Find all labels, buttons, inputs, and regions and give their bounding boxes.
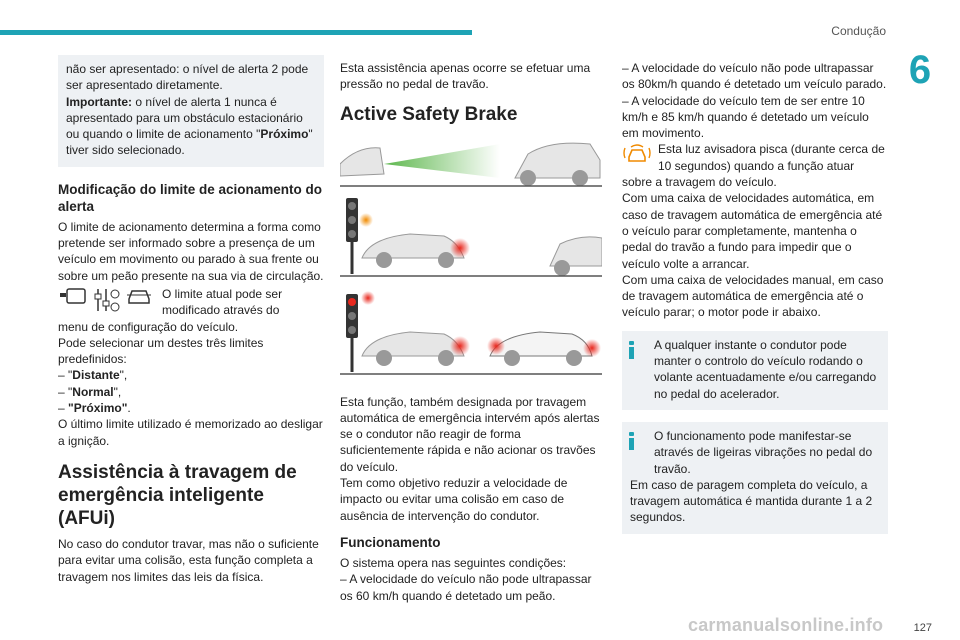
asb-description-1: Esta função, também designada por travagem automática de emergência intervém após alertas se o condutor não reagir de forma suficientemente rápida e não acionar os travões do veículo. <box>340 394 600 474</box>
header-accent-bar <box>0 30 472 35</box>
page-number: 127 <box>913 622 932 634</box>
asb-heading: Active Safety Brake <box>340 103 518 125</box>
chapter-number: 6 <box>908 48 932 92</box>
collision-warning-light-icon <box>622 141 652 169</box>
asb-illustration <box>340 134 602 394</box>
menu-text: menu de configuração do veículo. <box>58 319 239 334</box>
info-note <box>622 422 888 534</box>
note-text: O funcionamento pode manifestar-se através de ligeiras vibrações no pedal do travão. <box>654 428 873 476</box>
scene-1-green-radar <box>340 143 602 186</box>
threshold-paragraph: O limite de acionamento determina a forma como pretende ser informado sobre a presença de um veículo em movimento ou parado à sua frente ou sobre um peão presente na sua via de circulação. <box>58 219 324 283</box>
box-paragraph-1: não ser apresentado: o nível de alerta 2 pode ser apresentado diretamente. <box>66 62 309 93</box>
warning-light-text: Esta luz avisadora pisca (durante cerca de 10 segundos) quando a função atuar <box>658 142 885 173</box>
list-item: – "Próximo". <box>58 401 131 416</box>
watermark: carmanualsonline.info <box>688 615 884 635</box>
warning-light-row <box>622 141 888 174</box>
column-1 <box>58 55 324 585</box>
condition-item: – A velocidade do veículo não pode ultrapassar os 80km/h quando é detetado um veículo parado. <box>622 61 887 92</box>
scene-3-red-braking <box>340 291 602 374</box>
important-label: Importante: <box>66 94 132 109</box>
automatic-gearbox-paragraph: Com uma caixa de velocidades automática, em caso de travagem automática de emergência até o veículo parar completamente, mantenha o pedal do travão a fundo para impedir que o veículo volte a arrancar. <box>622 191 883 271</box>
intro-paragraph: Esta assistência apenas ocorre se efetuar uma pressão no pedal de travão. <box>340 61 591 92</box>
icon-row-text: O limite atual pode ser modificado através do <box>162 286 283 318</box>
info-icon <box>629 341 634 359</box>
info-icon <box>629 432 634 450</box>
car-front-icon <box>126 286 152 318</box>
memo-paragraph: O último limite utilizado é memorizado ao desligar a ignição. <box>58 417 323 448</box>
manual-gearbox-paragraph: Com uma caixa de velocidades manual, em caso de travagem automática de emergência até o veículo parar; o motor pode ir abaixo. <box>622 272 884 320</box>
funcionamento-paragraph: O sistema opera nas seguintes condições: <box>340 555 567 570</box>
settings-icon-row <box>58 286 324 319</box>
touchscreen-menu-icon <box>58 286 88 318</box>
warning-light-text-cont: sobre a travagem do veículo. <box>622 175 777 190</box>
scene-2-orange-alert <box>340 198 602 276</box>
condition-item: – A velocidade do veículo tem de ser entre 10 km/h e 85 km/h quando é detetado um veículo em movimento. <box>622 93 869 141</box>
box-paragraph-2: Importante: o nível de alerta 1 nunca é apresentado para um obstáculo estacionário ou quando o limite de acionamento "Próximo" tiver sido selecionado. <box>66 94 313 158</box>
asb-description-2: Tem como objetivo reduzir a velocidade de impacto ou evitar uma colisão em caso de ausência de intervenção do condutor. <box>340 476 568 523</box>
list-item: – "Normal", <box>58 384 122 399</box>
vehicle-settings-icon <box>94 286 120 318</box>
section-title: Condução <box>831 24 886 38</box>
condition-item: – A velocidade do veículo não pode ultrapassar os 60 km/h quando é detetado um peão. <box>340 572 592 603</box>
column-2 <box>340 60 602 604</box>
note-text: A qualquer instante o condutor pode manter o controlo do veículo rodando o volante acentuadamente e/ou carregando no pedal do acelerador. <box>654 337 877 401</box>
column-3 <box>622 60 888 542</box>
info-note <box>622 331 888 410</box>
info-box <box>58 55 324 167</box>
funcionamento-heading: Funcionamento <box>340 534 441 550</box>
afu-heading: Assistência à travagem de emergência inteligente (AFUi) <box>58 461 297 529</box>
select-paragraph: Pode selecionar um destes três limites predefinidos: <box>58 335 264 367</box>
list-item: – "Distante", <box>58 368 128 383</box>
afu-paragraph: No caso do condutor travar, mas não o suficiente para evitar uma colisão, esta função completa a travagem nos limites das leis da física. <box>58 536 319 584</box>
threshold-heading: Modificação do limite de acionamento do alerta <box>58 181 323 214</box>
note-text: Em caso de paragem completa do veículo, a travagem automática é mantida durante 1 a 2 segundos. <box>630 477 873 525</box>
